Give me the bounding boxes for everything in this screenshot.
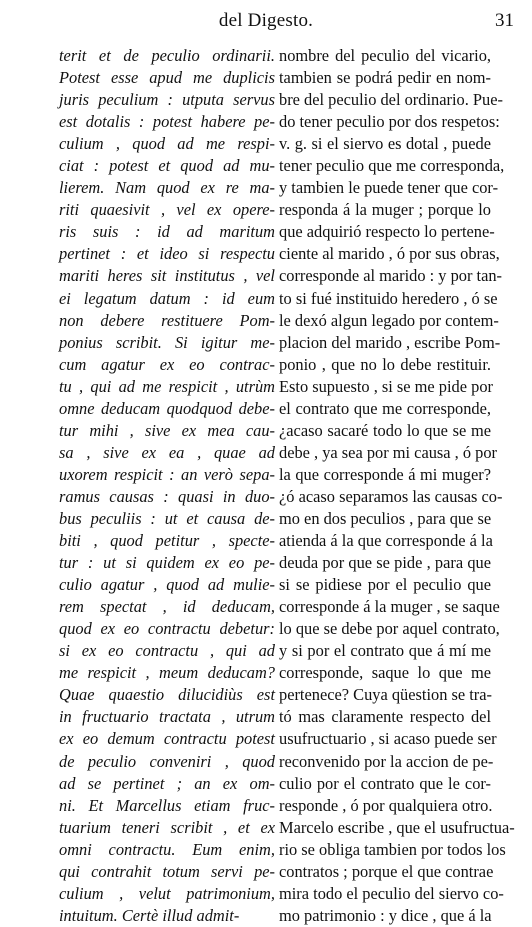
text-line: est dotalis : potest habere pe- xyxy=(59,112,275,132)
text-line: terit et de peculio ordinarii. xyxy=(59,46,275,65)
text-line: reconvenido por la accion de pe- xyxy=(279,751,494,771)
text-line: lierem. Nam quod ex re ma- xyxy=(59,178,275,198)
text-line: mo en dos peculios , para que se xyxy=(279,508,492,528)
text-line: contratos ; porque el que contrae xyxy=(279,861,494,881)
text-line: me respicit , meum deducam? xyxy=(59,663,275,683)
text-line: ris suis : id ad maritum xyxy=(59,222,275,242)
text-line: Quae quaestio dilucidiùs est xyxy=(59,685,275,705)
text-line: mo patrimonio : y dice , que á la xyxy=(279,905,492,925)
text-line: ad se pertinet ; an ex om- xyxy=(59,773,275,793)
text-line: tener peculio que me corresponda, xyxy=(279,156,505,176)
text-line: tur mihi , sive ex mea cau- xyxy=(59,420,275,440)
text-line: placion del marido , escribe Pom- xyxy=(279,332,501,352)
text-line: deuda por que se pide , para que xyxy=(279,553,491,573)
text-line: pertenece? Cuya qüestion se tra- xyxy=(279,685,492,705)
text-line: bus peculiis : ut et causa de- xyxy=(59,508,275,528)
text-line: ¿ó acaso separamos las causas co- xyxy=(279,486,503,506)
text-line: nombre del peculio del vicario, xyxy=(279,46,491,65)
text-line: que adquirió respecto lo pertene- xyxy=(279,222,495,242)
text-line: quod ex eo contractu debetur: xyxy=(59,619,275,639)
text-line: ¿acaso sacaré todo lo que se me xyxy=(279,420,491,440)
text-line: culio agatur , quod ad mulie- xyxy=(59,575,275,595)
text-line: ni. Et Marcellus etiam fruc- xyxy=(59,795,275,815)
text-line: corresponde, saque lo que me xyxy=(279,663,491,683)
text-line: to si fué instituido heredero , ó se xyxy=(279,288,498,308)
text-line: usufructuario , si acaso puede ser xyxy=(279,729,497,749)
spanish-text-column xyxy=(279,45,515,927)
text-line: debe , ya sea por mi causa , ó por xyxy=(279,442,498,462)
text-line: omne deducam quodquod debe- xyxy=(59,398,275,418)
running-title: del Digesto. xyxy=(218,10,314,31)
text-line: si ex eo contractu , qui ad xyxy=(59,641,275,661)
text-line: sa , sive ex ea , quae ad xyxy=(59,442,275,462)
text-line: rio se obliga tambien por todos los xyxy=(279,839,506,859)
text-line: omni contractu. Eum enim, xyxy=(59,839,275,859)
text-line: y si por el contrato que á mí me xyxy=(279,641,491,661)
text-line: Marcelo escribe , que el usufructua- xyxy=(279,817,515,837)
text-line: el contrato que me corresponde, xyxy=(279,398,491,418)
text-line: tó mas claramente respecto del xyxy=(279,707,491,727)
text-line: Esto supuesto , si se me pide por xyxy=(279,376,493,396)
text-line: ei legatum datum : id eum xyxy=(59,288,275,308)
text-line: pertinet : et ideo si respectu xyxy=(59,244,275,264)
text-line: biti , quod petitur , specte- xyxy=(59,531,275,551)
text-line: corresponde á la muger , se saque xyxy=(279,597,500,617)
running-head xyxy=(0,10,532,34)
text-line: ciente al marido , ó por sus obras, xyxy=(279,244,500,264)
text-line: responda á la muger ; porque lo xyxy=(279,200,491,220)
text-line: ex eo demum contractu potest xyxy=(59,729,275,749)
text-line: responde , ó por qualquiera otro. xyxy=(279,795,493,815)
text-line: y tambien le puede tener que cor- xyxy=(279,178,499,198)
text-line: culium , velut patrimonium, xyxy=(59,883,275,903)
text-line: de peculio conveniri , quod xyxy=(59,751,275,771)
text-line: bre del peculio del ordinario. Pue- xyxy=(279,90,503,110)
text-line: mira todo el peculio del siervo co- xyxy=(279,883,504,903)
latin-text-column xyxy=(59,45,275,927)
text-line: ponio , que no lo debe restituir. xyxy=(279,354,491,374)
text-line: non debere restituere Pom- xyxy=(59,310,275,330)
text-line: ramus causas : quasi in duo- xyxy=(59,486,275,506)
text-line: culium , quod ad me respi- xyxy=(59,134,275,154)
text-line: uxorem respicit : an verò sepa- xyxy=(59,464,275,484)
text-line: ciat : potest et quod ad mu- xyxy=(59,156,275,176)
text-line: si se pidiese por el peculio que xyxy=(279,575,491,595)
text-line: corresponde al marido : y por tan- xyxy=(279,266,503,286)
text-line: tambien se podrá pedir en nom- xyxy=(279,68,491,88)
text-line: v. g. si el siervo es dotal , puede xyxy=(279,134,491,154)
text-line: riti quaesivit , vel ex opere- xyxy=(59,200,275,220)
text-line: qui contrahit totum servi pe- xyxy=(59,861,275,881)
text-line: cum agatur ex eo contrac- xyxy=(59,354,275,374)
text-line: intuitum. Certè illud admit- xyxy=(59,905,240,925)
text-line: atienda á la que corresponde á la xyxy=(279,531,493,551)
text-line: tu , qui ad me respicit , utrùm xyxy=(59,376,275,396)
text-line: in fructuario tractata , utrum xyxy=(59,707,275,727)
text-line: Potest esse apud me duplicis xyxy=(59,68,275,88)
text-line: mariti heres sit institutus , vel xyxy=(59,266,275,286)
text-line: tur : ut si quidem ex eo pe- xyxy=(59,553,275,573)
page-number: 31 xyxy=(495,10,514,31)
text-line: rem spectat , id deducam, xyxy=(59,597,275,617)
text-line: tuarium teneri scribit , et ex xyxy=(59,817,275,837)
text-line: do tener peculio por dos respetos: xyxy=(279,112,500,132)
text-line: le dexó algun legado por contem- xyxy=(279,310,499,330)
text-line: lo que se debe por aquel contrato, xyxy=(279,619,500,639)
text-line: culio por el contrato que le cor- xyxy=(279,773,491,793)
text-line: ponius scribit. Si igitur me- xyxy=(59,332,275,352)
text-line: juris peculium : utputa servus xyxy=(59,90,275,110)
text-line: la que corresponde á mi muger? xyxy=(279,464,491,484)
